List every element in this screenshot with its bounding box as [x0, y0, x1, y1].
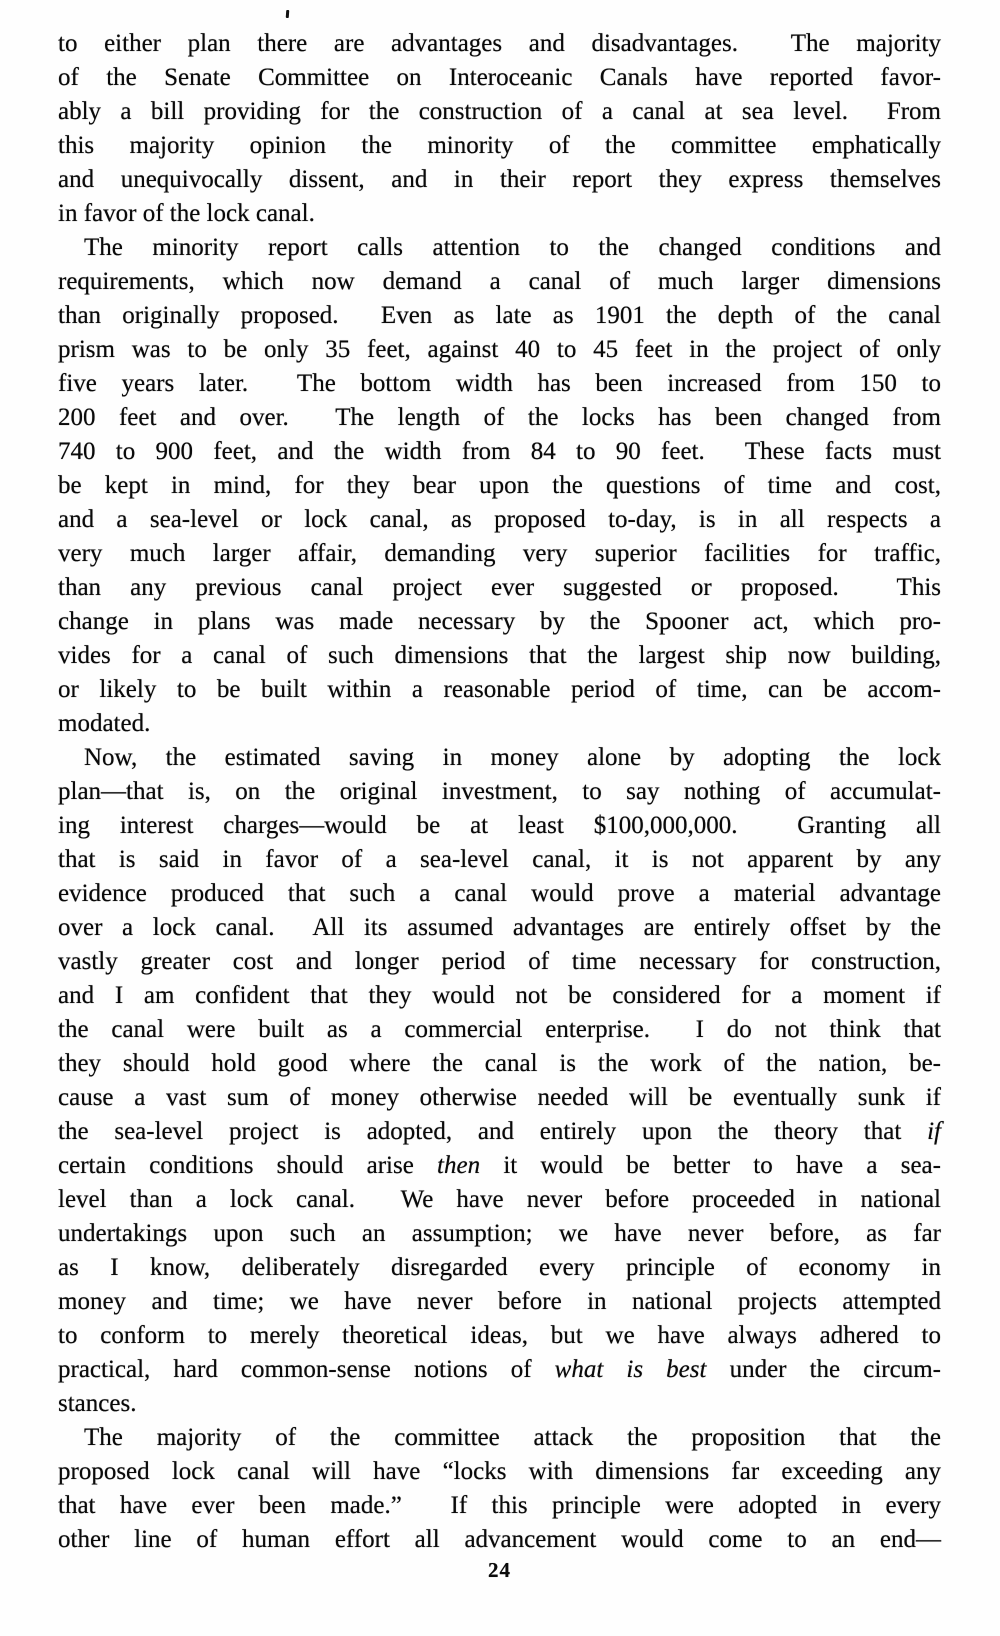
text-segment: it would be better to have a sea-: [480, 1152, 941, 1179]
text-segment: requirements, which now demand a canal of much larger dimensions: [58, 268, 941, 295]
text-segment: vastly greater cost and longer period of time necessary for construction,: [58, 948, 941, 975]
text-segment: under the circum-: [706, 1356, 941, 1383]
text-line: [58, 61, 941, 95]
text-segment: and unequivocally dissent, and in their report they express themselves: [58, 166, 941, 193]
text-line: [58, 435, 941, 469]
text-line: [58, 1251, 941, 1285]
paragraph: [58, 1421, 941, 1557]
text-line: [58, 945, 941, 979]
text-segment: plan—that is, on the original investment, to say nothing of accumulat-: [58, 778, 941, 805]
paragraph: [58, 741, 941, 1421]
text-segment: ably a bill providing for the construction of a canal at sea level. From: [58, 98, 941, 125]
body-text-column: [58, 27, 941, 1557]
text-segment: that is said in favor of a sea-level canal, it is not apparent by any: [58, 846, 941, 873]
text-segment: or likely to be built within a reasonable period of time, can be accom-: [58, 676, 941, 703]
text-line: [58, 1387, 941, 1421]
italic-text: then: [437, 1152, 481, 1179]
text-line: [58, 707, 941, 741]
paragraph: [58, 231, 941, 741]
text-segment: over a lock canal. All its assumed advantages are entirely offset by the: [58, 914, 941, 941]
text-segment: vides for a canal of such dimensions that the largest ship now building,: [58, 642, 941, 669]
text-line: [58, 809, 941, 843]
text-line: [58, 265, 941, 299]
text-segment: than originally proposed. Even as late as 1901 the depth of the canal: [58, 302, 941, 329]
text-line: [58, 231, 941, 265]
text-line: [58, 129, 941, 163]
text-line: [58, 1183, 941, 1217]
paragraph: [58, 27, 941, 231]
text-segment: 740 to 900 feet, and the width from 84 to 90 feet. These facts must: [58, 438, 941, 465]
text-line: [58, 775, 941, 809]
text-line: [58, 1523, 941, 1557]
text-segment: to conform to merely theoretical ideas, but we have always adhered to: [58, 1322, 941, 1349]
text-segment: the canal were built as a commercial enterprise. I do not think that: [58, 1016, 941, 1043]
text-line: [58, 1217, 941, 1251]
text-segment: level than a lock canal. We have never before proceeded in national: [58, 1186, 941, 1213]
text-line: [58, 1047, 941, 1081]
text-segment: cause a vast sum of money otherwise needed will be eventually sunk if: [58, 1084, 941, 1111]
text-line: [58, 401, 941, 435]
text-line: [58, 571, 941, 605]
text-line: [58, 1319, 941, 1353]
text-line: [58, 741, 941, 775]
italic-text: if: [927, 1118, 941, 1145]
text-line: [58, 469, 941, 503]
text-segment: evidence produced that such a canal would prove a material advantage: [58, 880, 941, 907]
text-segment: very much larger affair, demanding very superior facilities for traffic,: [58, 540, 941, 567]
text-line: [58, 1353, 941, 1387]
text-line: [58, 979, 941, 1013]
italic-text: what is best: [554, 1356, 707, 1383]
text-segment: proposed lock canal will have “locks with dimensions far exceeding any: [58, 1458, 941, 1485]
text-line: [58, 1489, 941, 1523]
text-segment: be kept in mind, for they bear upon the questions of time and cost,: [58, 472, 941, 499]
text-line: [58, 27, 941, 61]
text-segment: stances.: [58, 1390, 137, 1417]
text-segment: they should hold good where the canal is the work of the nation, be-: [58, 1050, 941, 1077]
text-segment: and a sea-level or lock canal, as proposed to-day, is in all respects a: [58, 506, 941, 533]
text-line: [58, 673, 941, 707]
text-segment: to either plan there are advantages and disadvantages. The majority: [58, 30, 941, 57]
text-segment: certain conditions should arise: [58, 1152, 438, 1179]
text-segment: Now, the estimated saving in money alone by adopting the lock: [84, 744, 941, 771]
text-segment: in favor of the lock canal.: [58, 200, 315, 227]
text-line: [58, 605, 941, 639]
text-line: [58, 843, 941, 877]
text-line: [58, 1285, 941, 1319]
text-segment: the sea-level project is adopted, and entirely upon the theory that: [58, 1118, 928, 1145]
text-line: [58, 1081, 941, 1115]
text-segment: that have ever been made.” If this principle were adopted in every: [58, 1492, 941, 1519]
text-line: [58, 1421, 941, 1455]
text-line: [58, 639, 941, 673]
text-segment: modated.: [58, 710, 151, 737]
scan-artifact-mark: [286, 10, 290, 18]
page-number: 24: [488, 1558, 511, 1582]
text-line: [58, 299, 941, 333]
text-segment: ing interest charges—would be at least $100,000,000. Granting all: [58, 812, 941, 839]
text-line: [58, 163, 941, 197]
text-segment: five years later. The bottom width has been increased from 150 to: [58, 370, 941, 397]
text-segment: as I know, deliberately disregarded every principle of economy in: [58, 1254, 941, 1281]
text-line: [58, 1115, 941, 1149]
text-segment: other line of human effort all advancement would come to an end—: [58, 1526, 941, 1553]
text-line: [58, 197, 941, 231]
text-line: [58, 911, 941, 945]
text-segment: The minority report calls attention to the changed conditions and: [84, 234, 941, 261]
text-segment: 200 feet and over. The length of the locks has been changed from: [58, 404, 941, 431]
text-segment: practical, hard common-sense notions of: [58, 1356, 555, 1383]
text-line: [58, 537, 941, 571]
text-line: [58, 1149, 941, 1183]
text-segment: of the Senate Committee on Interoceanic Canals have reported favor-: [58, 64, 941, 91]
text-segment: prism was to be only 35 feet, against 40 to 45 feet in the project of only: [58, 336, 941, 363]
text-segment: undertakings upon such an assumption; we have never before, as far: [58, 1220, 941, 1247]
text-segment: and I am confident that they would not be considered for a moment if: [58, 982, 941, 1009]
text-line: [58, 333, 941, 367]
text-line: [58, 1013, 941, 1047]
text-segment: than any previous canal project ever suggested or proposed. This: [58, 574, 941, 601]
text-segment: The majority of the committee attack the proposition that the: [84, 1424, 941, 1451]
text-line: [58, 367, 941, 401]
text-segment: this majority opinion the minority of the committee emphatically: [58, 132, 941, 159]
text-segment: money and time; we have never before in national projects attempted: [58, 1288, 941, 1315]
text-segment: change in plans was made necessary by the Spooner act, which pro-: [58, 608, 941, 635]
text-line: [58, 1455, 941, 1489]
text-line: [58, 877, 941, 911]
text-line: [58, 95, 941, 129]
text-line: [58, 503, 941, 537]
